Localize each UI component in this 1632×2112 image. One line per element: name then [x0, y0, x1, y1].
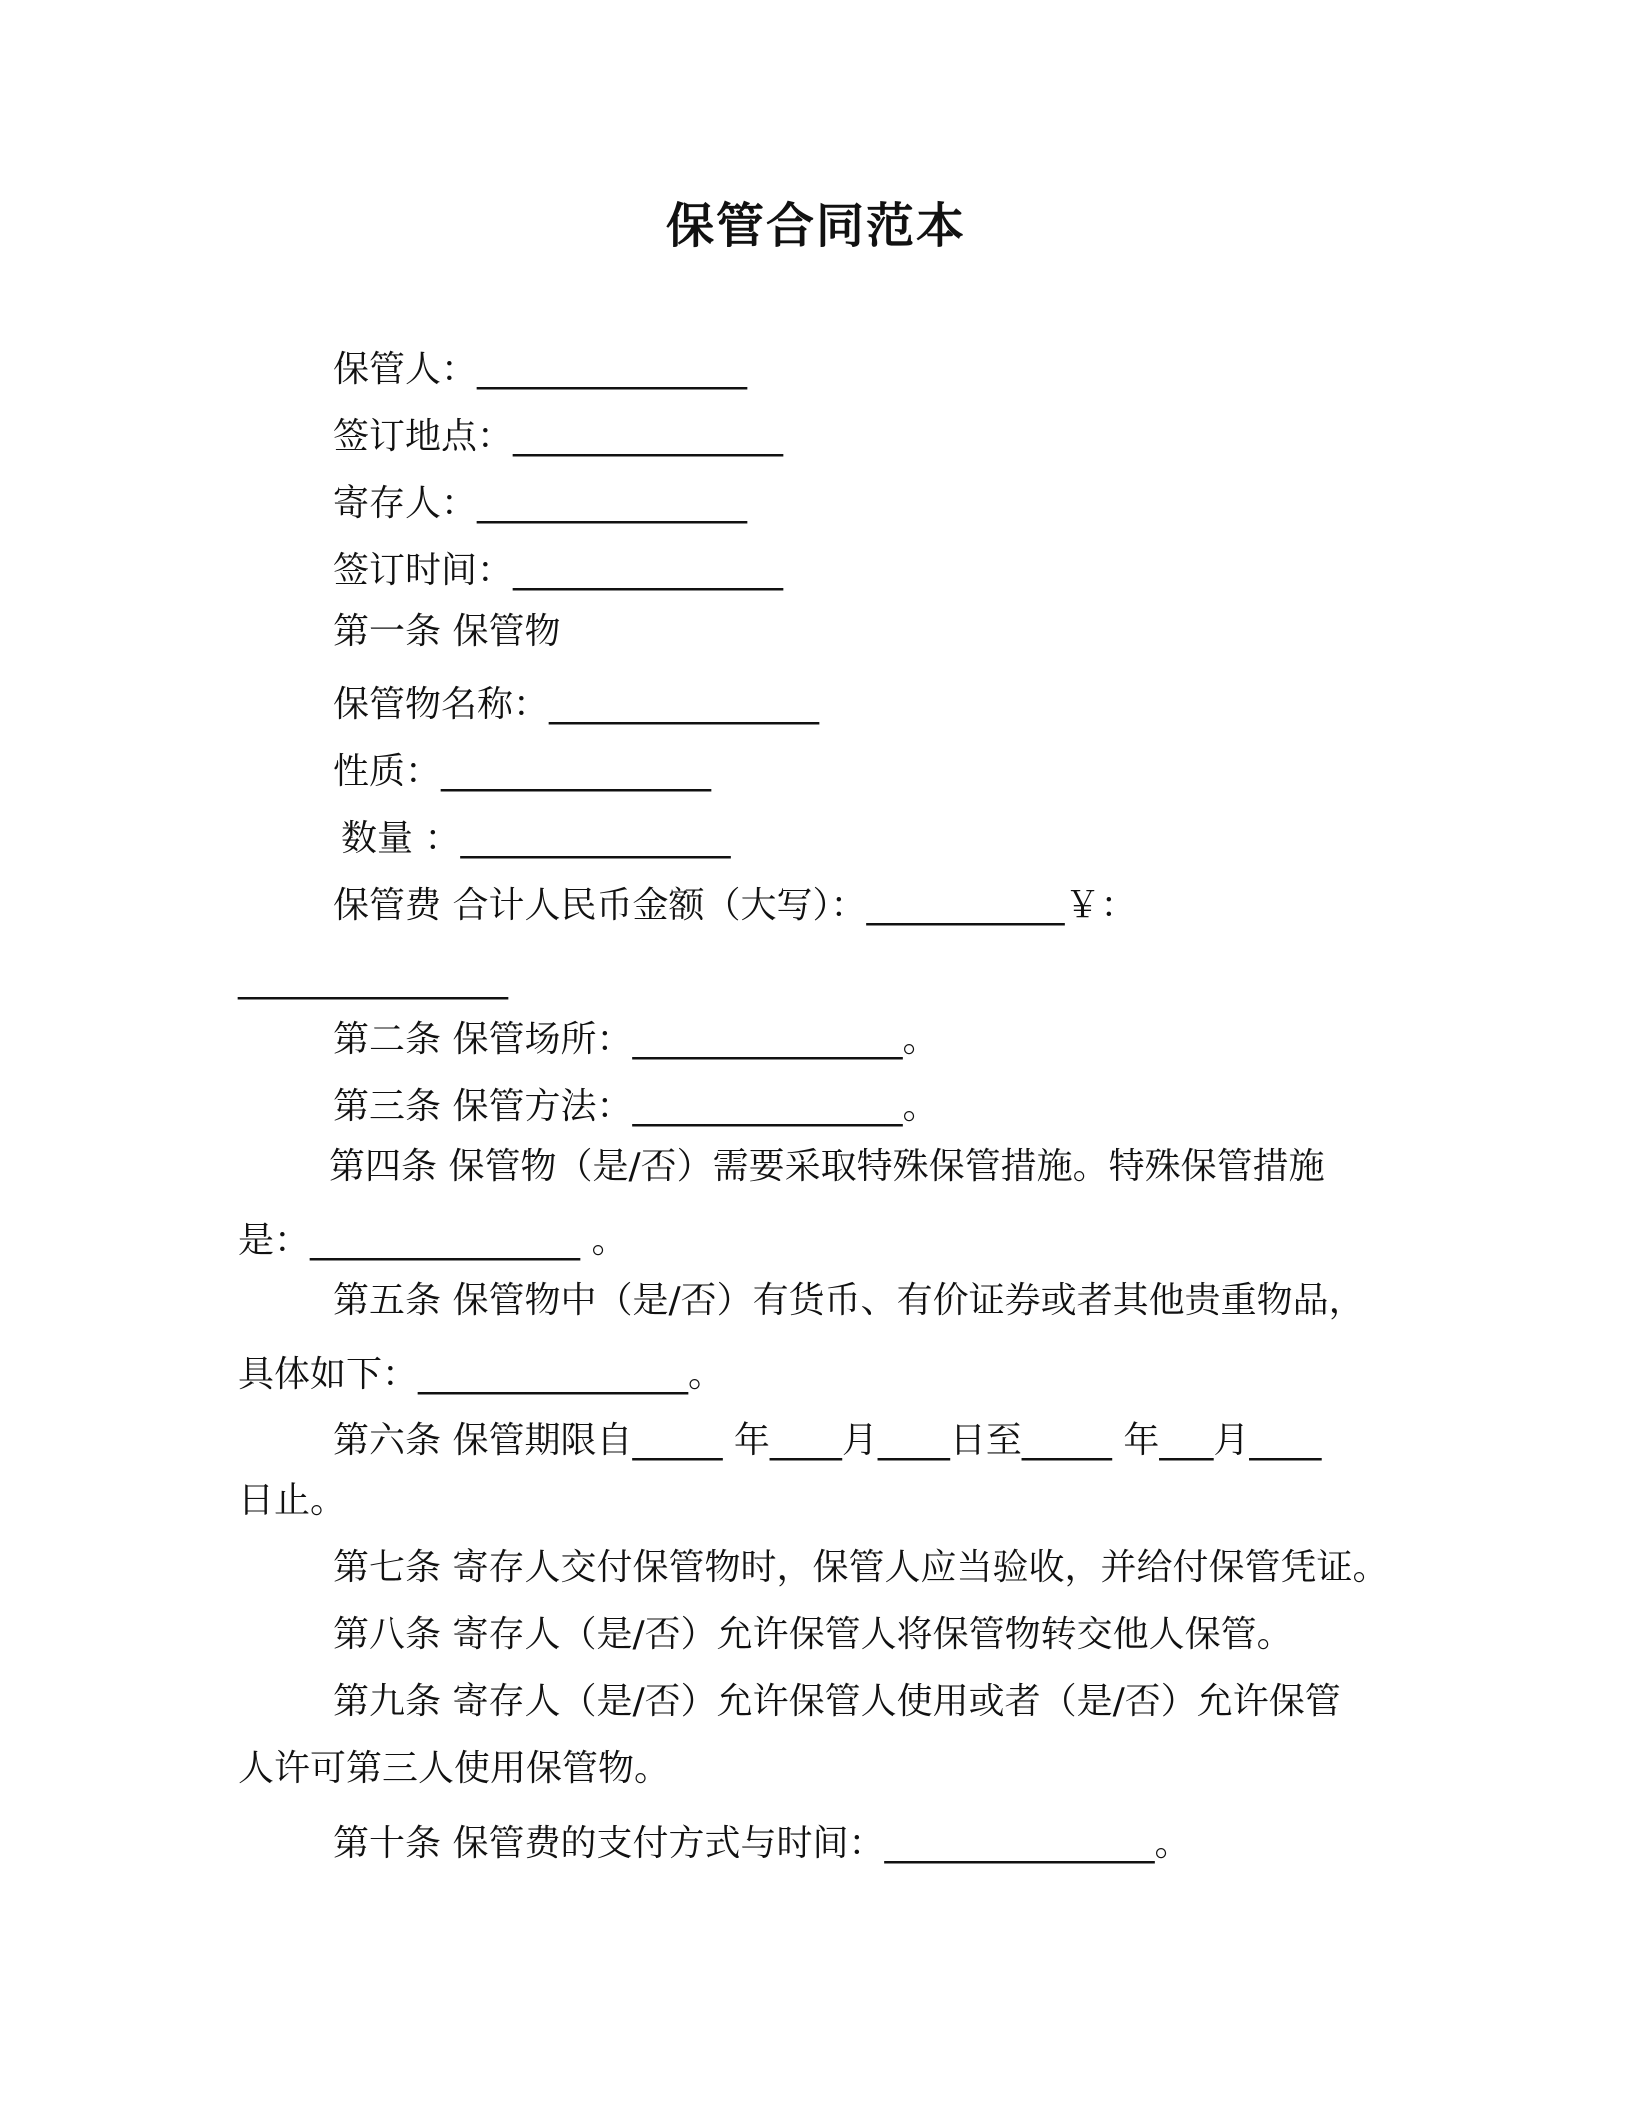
article-4: 第四条 保管物（是/否）需要采取特殊保管措施。特殊保管措施 — [329, 1146, 1325, 1187]
article-5: 第五条 保管物中（是/否）有货币、有价证券或者其他贵重物品， — [333, 1280, 1365, 1321]
field-fee-amount: 保管费 合计人民币金额（大写）：___________￥： — [333, 885, 1137, 926]
article-3: 第三条 保管方法：_______________。 — [333, 1086, 939, 1127]
article-9: 第九条 寄存人（是/否）允许保管人使用或者（是/否）允许保管 — [333, 1681, 1341, 1722]
article-6-continued: 日止。 — [238, 1480, 347, 1521]
article-2: 第二条 保管场所：_______________。 — [333, 1019, 939, 1060]
article-6: 第六条 保管期限自_____ 年____月____日至_____ 年___月____ — [333, 1420, 1322, 1461]
field-item-quantity: 数量 ：_______________ — [341, 818, 731, 859]
article-5-continued: 具体如下：_______________。 — [238, 1354, 725, 1395]
article-8: 第八条 寄存人（是/否）允许保管人将保管物转交他人保管。 — [333, 1614, 1293, 1655]
field-signing-time: 签订时间：_______________ — [333, 550, 784, 591]
article-9-continued: 人许可第三人使用保管物。 — [238, 1748, 671, 1789]
article-10: 第十条 保管费的支付方式与时间：_______________。 — [333, 1823, 1191, 1864]
field-depositor: 寄存人：_______________ — [333, 483, 748, 524]
article-1-heading: 第一条 保管物 — [333, 611, 561, 652]
field-signing-place: 签订地点：_______________ — [333, 416, 784, 457]
field-item-nature: 性质：_______________ — [333, 751, 712, 792]
article-4-continued: 是：_______________ 。 — [238, 1220, 628, 1261]
field-fee-amount-continued: _______________ — [238, 959, 508, 1000]
document-title: 保管合同范本 — [665, 198, 966, 254]
field-custodian: 保管人：_______________ — [333, 349, 748, 390]
article-7: 第七条 寄存人交付保管物时，保管人应当验收，并给付保管凭证。 — [333, 1547, 1389, 1588]
field-item-name: 保管物名称：_______________ — [333, 684, 820, 725]
